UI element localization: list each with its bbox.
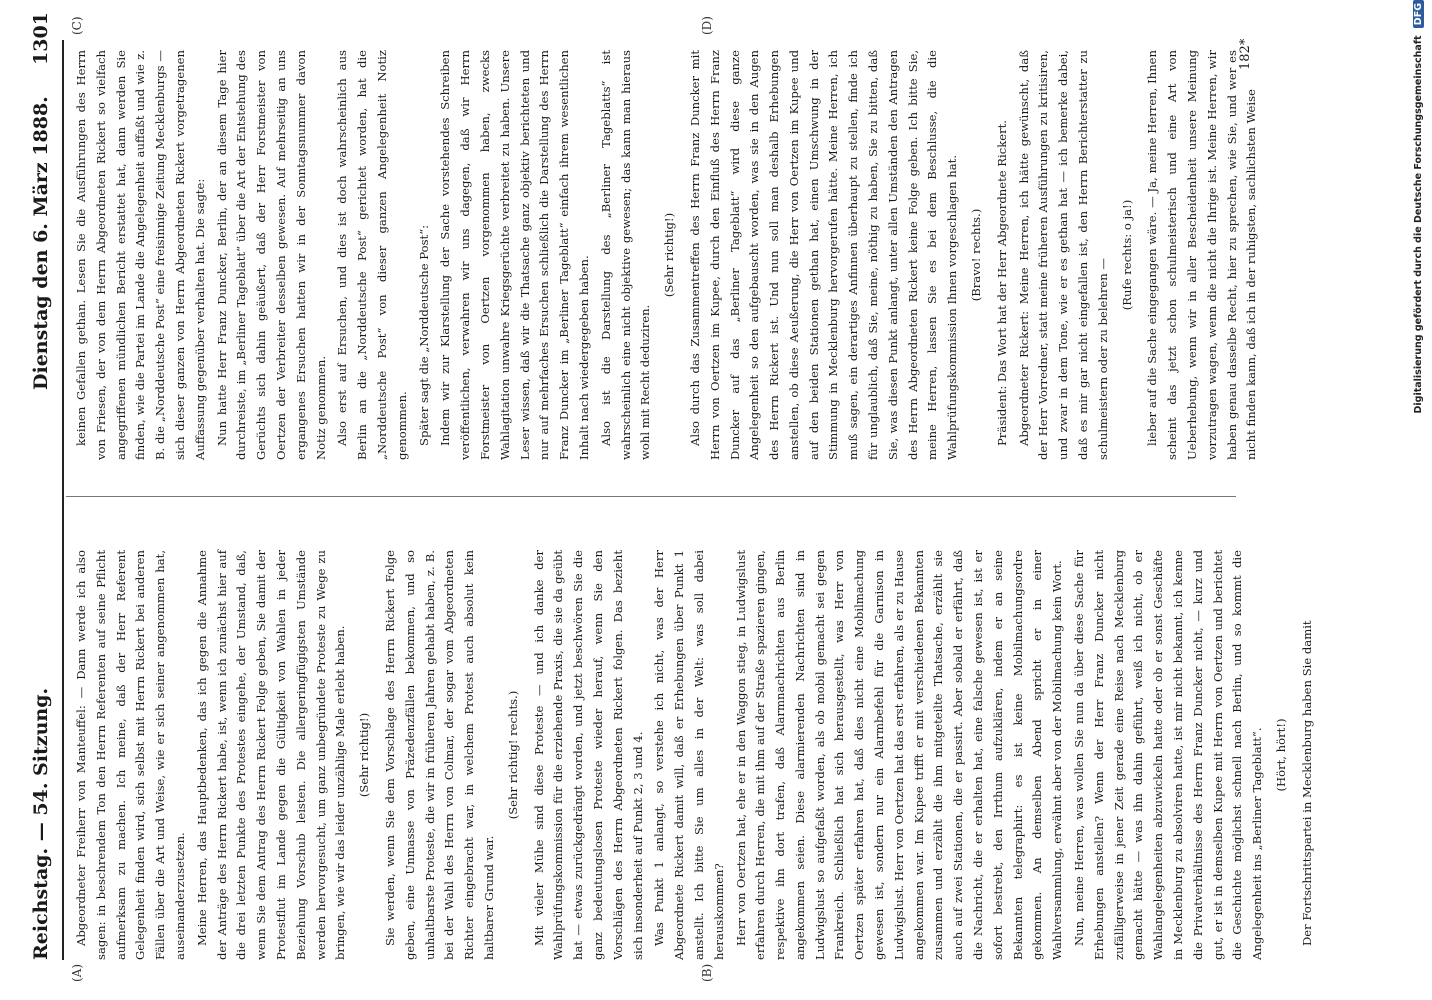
paragraph: Mit vieler Mühe sind diese Proteste — und ich danke der Wahlprüfungskommission für die erziehende Praxis, die sie da geübt hat — etwas zurückgedrängt worden, und jetzt beschwören Sie die ganz bedeutungslosen Proteste wieder herauf, wenn Sie den Vorschlägen des Herrn Abgeordneten Rickert folgen. Das bezieht sich insonderheit auf Punkt 2, 3 und 4. xyxy=(531,550,645,960)
signature-mark: 182* xyxy=(1238,38,1253,70)
text-column-left xyxy=(72,550,1314,960)
paragraph: Abgeordneter Freiherr von Manteuffel: — Dann werde ich also sagen: in beschrendem Ton den Herrn Referenten auf seine Pflicht aufmerksam zu machen. Ich meine, daß der Herr Referent Gelegenheit finden wird, sich selbst mit Herrn Rickert bei anderen Fällen über die Art und Weise, wie er sich seiner angenommen hat, auseinanderzusetzen. xyxy=(74,550,187,960)
paragraph: Nun, meine Herren, was wollen Sie nun da über diese Sache für Erhebungen anstellen? Wenn der Herr Franz Duncker nicht zufälligerweise in jener Zeit gerade eine Reise nach Mecklenburg gemacht hätte — was ihn dahin geführt, weiß ich nicht, ob er Wahlangelegenheiten abzuwickeln hatte oder ob er sonst Geschäfte in Mecklenburg zu absolviren hatte, ist mir nicht bekannt, ich kenne die Privatverhältnisse des Herrn Franz Duncker nicht, — kurz und gut, er ist in demselben Kupee mit Herrn von Oertzen und berichtet die Geschichte möglichst schnell nach Berlin, und so kommt die Angelegenheit ins „Berliner Tageblatt“. xyxy=(1072,550,1265,960)
interjection: (Sehr richtig!) xyxy=(357,712,372,798)
speaker-paragraph: Abgeordneter Rickert: Meine Herren, ich hätte gewünscht, daß der Herr Vorredner, statt meine früheren Ausführungen zu kritisiren, und zwar in dem Tone, wie er es gethan hat — ich bemerke dabei, daß es mir gar nicht eingefallen ist, den Herrn Berichterstatter zu schulmeistern oder zu belehren — xyxy=(1016,50,1110,460)
paragraph: Meine Herren, das Hauptbedenken, das ich gegen die Annahme der Anträge des Herrn Rickert habe, ist, wenn ich zunächst hier auf die drei letzten Punkte des Protestes eingehe, der Umstand, daß, wenn Sie dem Antrag des Herrn Rickert Folge geben, Sie damit der Protestflut im Lande gegen die Gültigkeit von Wahlen in jeder Beziehung Vorschub leisten. Die allergeringfügigsten Umstände werden hervorgesucht, um ganz unbegründete Proteste zu Wege zu bringen, wie wir das leider unzählige Male erlebt haben. xyxy=(194,550,348,960)
page-number: 1301 xyxy=(30,12,52,65)
quoted-paragraph: Indem wir zur Klarstellung der Sache vorstehendes Schreiben veröffentlichen, verwahren wir uns dagegen, daß wir Herrn Forstmeister von Oertzen vorgenommen haben, zwecks Wahlagitation unwahre Kriegsgerüchte verbreitet zu haben. Unsere Leser wissen, daß wir die Thatsache ganz objektiv berichteten und nur auf mehrfaches Ersuchen schließlich die Darstellung des Herrn Franz Duncker im „Berliner Tageblatt“ einfach ihrem wesentlichen Inhalt nach wiedergegeben haben. xyxy=(438,50,591,460)
paragraph: Also durch das Zusammentreffen des Herrn Franz Duncker mit Herrn von Oertzen im Kupee, durch den Einfluß des Herrn Franz Duncker auf das „Berliner Tageblatt“ wird diese ganze Angelegenheit so den aufgebauscht worden, was sie in den Augen des Herrn Rickert ist. Und nun soll man deshalb Erhebungen anstellen, ob diese Aeußerung, die Herr von Oertzen im Kupee und auf den beiden Stationen gethan hat, einen Umschwung in der Stimmung in Mecklenburg hervorgerufen hätte. Meine Herren, ich muß sagen, ein derartiges Anfinnen überhaupt zu stellen, finde ich für unglaublich, daß Sie, meine, nöthig zu haben, Sie zu bitten, daß Sie, was diesen Punkt anlangt, unter allen Umständen den Antragen des Herrn Abgeordneten Rickert keine Folge geben. Ich bitte Sie, meine Herren, lassen Sie es bei dem Beschlusse, die die Wahlprüfungskommission Ihnen vorgeschlagen hat. xyxy=(687,50,960,460)
interjection: (Hört, hört!) xyxy=(1274,718,1289,792)
paragraph: Der Fortschrittspartei in Mecklenburg haben Sie damit xyxy=(1299,620,1314,946)
margin-mark-d: (D) xyxy=(700,16,714,35)
speaker-paragraph: Präsident: Das Wort hat der Herr Abgeordnete Rickert. xyxy=(994,120,1009,446)
margin-mark-b: (B) xyxy=(700,963,714,982)
paragraph: lieber auf die Sache eingegangen wäre. — Ja, meine Herren, Ihnen scheint das jetzt schon schulmeisterisch und eine Art von Ueberhebung, wenn wir in aller Bescheidenheit unsere Meinung vorzutragen wagen, wenn die nicht die Ihrige ist. Meine Herren, wir haben genau dasselbe Recht, hier zu sprechen, wie Sie, und wer es nicht finden kann, daß ich in der ruhigsten, sachlichsten Weise xyxy=(1145,50,1259,460)
interjection: (Sehr richtig!) xyxy=(662,212,677,298)
interjection: (Rufe rechts: o ja!) xyxy=(1119,199,1134,311)
margin-mark-c: (C) xyxy=(70,16,84,35)
running-header-right: Dienstag den 6. März 1888. xyxy=(30,96,52,390)
paragraph: Sie werden, wenn Sie dem Vorschlage des Herrn Rickert Folge geben, eine Unmasse von Präzedenzfällen bekommen, und so unhaltbarste Proteste, die wir in früheren Jahren gehabt haben, z. B. bei der Wahl des Herrn von Colmar, der sogar vom Abgeordneten Richter eingebracht war, in welchem Protest auch absolut kein haltbarer Grund war. xyxy=(382,550,496,960)
paragraph: Herr von Oertzen hat, ehe er in den Waggon stieg, in Ludwigslust erfahren durch Herren, die mit ihm auf der Straße spazieren gingen, respektive ihn dort trafen, daß Alarmnachrichten aus Berlin angekommen seien. Diese alarmierenden Nachrichten sind in Ludwigslust so aufgefaßt worden, als ob mobil gemacht sei gegen Frankreich. Schließlich hat sich herausgestellt, was Herr von Oertzen später erfahren hat, daß dies nicht eine Mobilmachung gewesen ist, sondern nur ein Alarmbefehl für die Garnison in Ludwigslust. Herr von Oertzen hat das erst erfahren, als er zu Hause angekommen war. Im Kupee trifft er mit verschiedenen Bekannten zusammen und erzählt die ihm mitgeteilte Thatsache, erzählt sie auch auf zwei Stationen, die er passirt. Aber sobald er erfährt, daß die Nachricht, die er erhalten hat, eine falsche gewesen ist, ist er sofort bestrebt, den Irrthum aufzuklären, indem er an seine Bekannten telegraphirt: es ist keine Mobilmachungsordre gekommen. An demselben Abend spricht er in einer Wahlversammlung, erwähnt aber von der Mobilmachung kein Wort. xyxy=(733,550,1065,960)
dfg-logo: DFG xyxy=(1413,0,1424,28)
header-rule xyxy=(62,40,64,960)
digitization-note: Digitalisierung gefördert durch die Deutsche Forschungsgemeinschaft xyxy=(1413,35,1424,414)
running-header-left: Reichstag. — 54. Sitzung. xyxy=(30,687,52,960)
interjection: (Bravo! rechts.) xyxy=(969,208,984,302)
paragraph: Später sagt die „Norddeutsche Post“: xyxy=(416,224,431,446)
quoted-paragraph: Nun hatte Herr Franz Duncker, Berlin, der an diesem Tage hier durchreiste, im „Berliner Tageblatt“ über die Art der Entstehung des Gerüchts sich dahin geäußert, daß der Herr Forstmeister von Oertzen der Verbreiter desselben gewesen. Auf mehrseitig an uns ergangenes Ersuchen hatten wir in der Sonntagsnummer davon Notiz genommen. xyxy=(214,50,328,460)
column-divider xyxy=(66,496,1236,497)
paragraph: keinen Gefallen gethan. Lesen Sie die Ausführungen des Herrn von Friesen, der von dem Herrn Abgeordneten Rickert so vielfach angegriffenen mündlichen Bericht erstattet hat, dann werden Sie finden, wie die Partei im Lande die Angelegenheit auffaßt und wie z. B. die „Norddeutsche Post“ eine freisinnige Zeitung Mecklenburgs — sich dieser ganzen von Herrn Abgeordneten Rickert vorgetragenen Auffassung gegenüber verhalten hat. Die sagte: xyxy=(74,50,207,460)
margin-mark-a: (A) xyxy=(70,963,84,982)
paragraph: Was Punkt 1 anlangt, so verstehe ich nicht, was der Herr Abgeordnete Rickert damit will, daß er Erhebungen über Punkt 1 anstellt. Ich bitte Sie um alles in der Welt: was soll dabei herauskommen? xyxy=(652,550,726,960)
paragraph: Also ist die Darstellung des „Berliner Tageblatts“ ist wahrscheinlich eine nicht objektive gewesen; das kann man hieraus wohl mit Recht deduziren. xyxy=(598,50,653,460)
paragraph: Also erst auf Ersuchen, und dies ist doch wahrscheinlich aus Berlin an die „Norddeutsche Post“ gerichtet worden, hat die „Norddeutsche Post“ von dieser ganzen Angelegenheit Notiz genommen. xyxy=(335,50,409,460)
digitization-footer xyxy=(1413,0,1424,780)
interjection: (Sehr richtig! rechts.) xyxy=(505,690,520,820)
